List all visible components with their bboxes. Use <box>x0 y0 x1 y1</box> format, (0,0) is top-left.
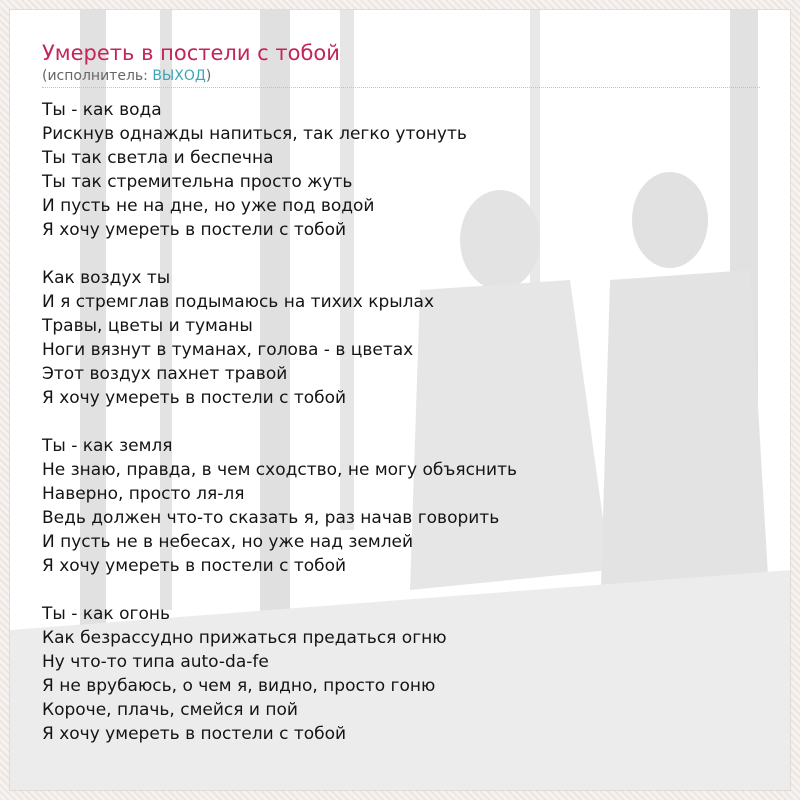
lyric-line: Наверно, просто ля-ля <box>42 484 245 504</box>
lyric-line: Травы, цветы и туманы <box>42 316 253 336</box>
lyrics-text <box>42 98 762 746</box>
lyric-line: Ты - как земля <box>42 436 173 456</box>
lyric-line: И я стремглав подымаюсь на тихих крылах <box>42 292 435 312</box>
artist-line <box>42 67 762 85</box>
stanza-1 <box>42 98 762 242</box>
lyric-line: Я хочу умереть в постели с тобой <box>42 724 347 744</box>
artist-suffix: ) <box>205 68 212 84</box>
stanza-4 <box>42 602 762 746</box>
lyric-line: Я хочу умереть в постели с тобой <box>42 220 347 240</box>
lyric-line: Короче, плачь, смейся и пой <box>42 700 298 720</box>
lyric-line: Ты так стремительна просто жуть <box>42 172 353 192</box>
lyric-line: Этот воздух пахнет травой <box>42 364 288 384</box>
lyric-line: И пусть не в небесах, но уже над землей <box>42 532 414 552</box>
lyric-line: Как безрассудно прижаться предаться огню <box>42 628 447 648</box>
lyrics-content <box>42 39 762 770</box>
lyric-line: Я хочу умереть в постели с тобой <box>42 556 347 576</box>
song-title: Умереть в постели с тобой <box>42 41 340 65</box>
lyric-line: Я не врубаюсь, о чем я, видно, просто гоню <box>42 676 436 696</box>
lyric-line: Ты так светла и беспечна <box>42 148 274 168</box>
stanza-3 <box>42 434 762 578</box>
artist-link[interactable]: ВЫХОД <box>152 68 206 84</box>
lyric-line: Ты - как огонь <box>42 604 170 624</box>
stanza-2 <box>42 266 762 410</box>
lyric-line: Ты - как вода <box>42 100 162 120</box>
lyrics-card <box>9 9 791 791</box>
lyric-line: Ну что-то типа auto-da-fe <box>42 652 269 672</box>
title-divider <box>42 87 760 88</box>
lyric-line: Ведь должен что-то сказать я, раз начав говорить <box>42 508 500 528</box>
lyric-line: Как воздух ты <box>42 268 171 288</box>
lyric-line: Рискнув однажды напиться, так легко утонуть <box>42 124 467 144</box>
lyric-line: И пусть не на дне, но уже под водой <box>42 196 375 216</box>
artist-prefix: (исполнитель: <box>42 68 153 84</box>
lyric-line: Я хочу умереть в постели с тобой <box>42 388 347 408</box>
lyric-line: Не знаю, правда, в чем сходство, не могу объяснить <box>42 460 518 480</box>
lyric-line: Ноги вязнут в туманах, голова - в цветах <box>42 340 414 360</box>
